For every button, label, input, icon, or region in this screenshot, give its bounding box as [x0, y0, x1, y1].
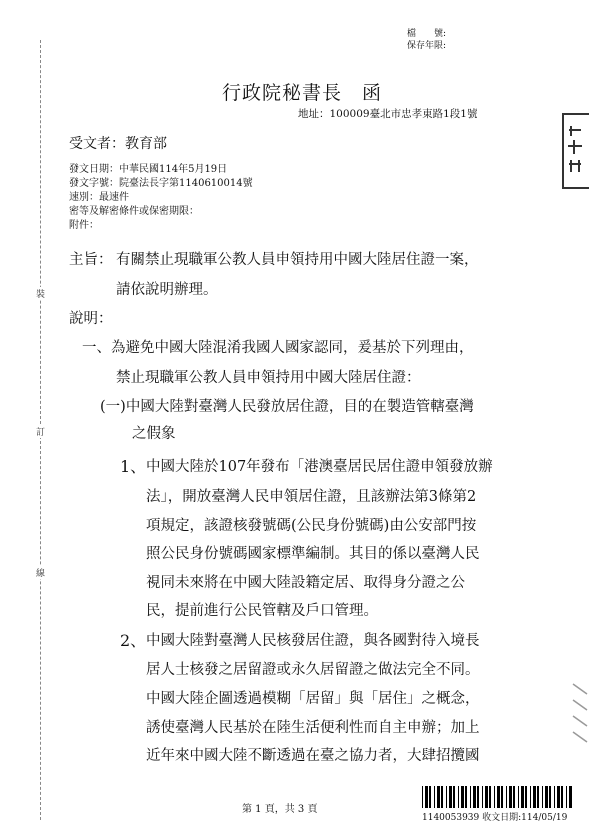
item-1-line-4: 照公民身份號碼國家標準編制。其目的係以臺灣人民	[146, 546, 480, 562]
subsection-1-line-2: 之假象	[132, 426, 176, 442]
section-1-line-1: 一、為避免中國大陸混淆我國人國家認同，爰基於下列理由，	[82, 340, 474, 356]
item-2-line-1: 中國大陸對臺灣人民核發居住證，與各國對待入境長	[146, 633, 480, 649]
urgency: 速別：最速件	[69, 192, 129, 203]
section-1-line-2: 禁止現職軍公教人員申領持用中國大陸居住證：	[116, 370, 421, 386]
subject-line-1: 有關禁止現職軍公教人員申領持用中國大陸居住證一案，	[116, 252, 479, 268]
subject-label: 主旨：	[69, 252, 113, 268]
document-number: 發文字號：院臺法長字第1140610014號	[69, 178, 253, 189]
item-2-number: 2、	[120, 631, 147, 650]
binding-mark-zhuang: 裝	[36, 287, 45, 300]
explanation-label: 說明：	[69, 311, 113, 327]
issue-date: 發文日期：中華民國114年5月19日	[69, 164, 228, 175]
serial-received-date: 1140053939 收文日期:114/05/19	[422, 813, 568, 823]
recipient: 受文者：教育部	[69, 136, 167, 152]
subsection-1-line-1: (一)中國大陸對臺灣人民發放居住證，目的在製造管轄臺灣	[100, 399, 474, 415]
official-seal-fragment-top	[559, 112, 589, 192]
item-1-line-2: 法」，開放臺灣人民申領居住證，且該辦法第3條第2	[146, 489, 477, 505]
retention-period-label: 保存年限:	[407, 41, 447, 51]
item-1-line-5: 視同未來將在中國大陸設籍定居、取得身分證之公	[146, 575, 465, 591]
item-1-number: 1、	[120, 457, 147, 476]
item-1-line-3: 項規定，該證核發號碼(公民身份號碼)由公安部門按	[146, 518, 477, 534]
barcode	[422, 786, 572, 808]
subject-line-2: 請依說明辦理。	[116, 282, 218, 298]
binding-mark-ding: 訂	[36, 425, 45, 438]
item-2-line-4: 誘使臺灣人民基於在陸生活便利性而自主申辦；加上	[146, 720, 480, 736]
page-number: 第 1 頁，共 3 頁	[242, 804, 318, 815]
document-title: 行政院秘書長 函	[222, 82, 383, 104]
file-number-label: 檔 號:	[407, 29, 447, 39]
item-1-line-6: 民，提前進行公民管轄及戶口管理。	[146, 603, 378, 619]
item-2-line-5: 近年來中國大陸不斷透過在臺之協力者，大肆招攬國	[146, 748, 480, 764]
item-1-line-1: 中國大陸於107年發布「港澳臺居民居住證申領發放辦	[146, 459, 493, 475]
item-2-line-3: 中國大陸企圖透過模糊「居留」與「居住」之概念，	[146, 691, 480, 707]
sender-address: 地址：100009臺北市忠孝東路1段1號	[298, 108, 478, 120]
attachments: 附件：	[69, 220, 99, 231]
official-seal-fragment-bottom	[569, 680, 589, 750]
item-2-line-2: 居人士核發之居留證或永久居留證之做法完全不同。	[146, 662, 480, 678]
classification: 密等及解密條件或保密期限：	[69, 206, 199, 217]
binding-mark-xian: 線	[36, 566, 45, 579]
